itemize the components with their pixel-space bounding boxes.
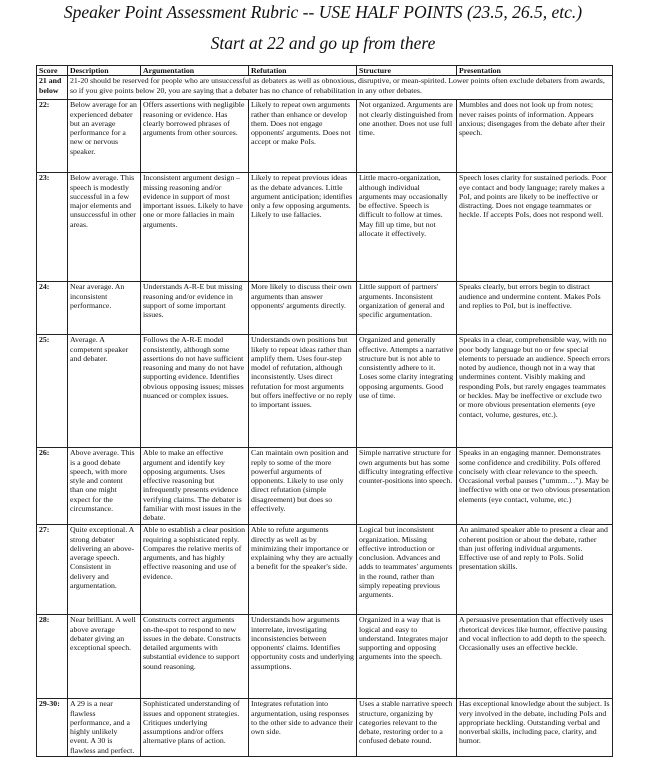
presentation-cell: A persuasive presentation that effectively uses rhetorical devices like humor, effective pausing and vocal inflection to add depth to the speech. Occasionally uses an effective heckle. [457,615,613,699]
structure-cell: Uses a stable narrative speech structure, organizing by categories relevant to the debate, restoring order to a confused debate round. [357,699,457,757]
structure-cell: Organized and generally effective. Attempts a narrative structure but is not able to consistently adhere to it. Loses some clarity integrating opposing arguments. Good use of time. [357,335,457,448]
argumentation-cell: Understands A-R-E but missing reasoning and/or evidence in support of some important issues. [141,282,249,335]
table-row [37,335,613,448]
score-cell: 21 and below [37,76,68,100]
page-title: Speaker Point Assessment Rubric -- USE HALF POINTS (23.5, 26.5, etc.) [63,2,583,22]
score-cell: 25: [37,335,68,448]
presentation-cell: Speaks in an engaging manner. Demonstrates some confidence and credibility. PoIs offered concisely with clear relevance to the speech. Occasional verbal pauses ("ummm…"). May be ineffective with one or two obvious presentation elements (eye contact, volume, etc.) [457,448,613,525]
description-cell: Near average. An inconsistent performance. [68,282,141,335]
presentation-cell: Speaks in a clear, comprehensible way, with no poor body language but no or few special elements to persuade an audience. Speech errors noted by audience, though not in a way that undermines content. Visibly making and responding PoIs, but rarely engages teammates or heckles. May be ineffective or exclude two or more obvious presentation elements (eye contact, volume, gestures, etc.). [457,335,613,448]
refutation-cell: Likely to repeat own arguments rather than enhance or develop them. Does not engage opponents' arguments. Does not accept or make PoIs. [249,100,357,173]
structure-cell: Logical but inconsistent organization. Missing effective introduction or conclusion. Advances and adds to teammates' arguments in the round, rather than simply repeating previous arguments. [357,525,457,615]
argumentation-cell: Offers assertions with negligible reasoning or evidence. Has clearly borrowed phrases of arguments from other sources. [141,100,249,173]
presentation-cell: An animated speaker able to present a clear and coherent position or about the debate, rather than just offering individual arguments. Effective use of and reply to PoIs. Solid presentation skills. [457,525,613,615]
score-cell: 26: [37,448,68,525]
column-header-refutation: Refutation [249,66,357,76]
score-cell: 22: [37,100,68,173]
column-header-structure: Structure [357,66,457,76]
presentation-cell: Speaks clearly, but errors begin to distract audience and undermine content. Makes PoIs and replies to PoI, but is ineffective. [457,282,613,335]
rubric-table [36,65,613,757]
structure-cell: Little support of partners' arguments. Inconsistent organization of general and specific argumentation. [357,282,457,335]
description-cell: Near brilliant. A well above average debater giving an exceptional speech. [68,615,141,699]
score-cell: 24: [37,282,68,335]
description-cell: Below average. This speech is modestly successful in a few major elements and unsuccessful in other areas. [68,173,141,282]
presentation-cell: Speech loses clarity for sustained periods. Poor eye contact and body language; rarely makes a PoI, and points are likely to be ineffective or distracting. Does not engage teammates or heckle. If accepts PoIs, does not respond well. [457,173,613,282]
argumentation-cell: Inconsistent argument design – missing reasoning and/or evidence in support of most important issues. Likely to have one or more fallacies in main arguments. [141,173,249,282]
argumentation-cell: Follows the A-R-E model consistently, although some assertions do not have sufficient reasoning and many do not have supporting evidence. Identifies obvious opposing issues; misses nuanced or complex issues. [141,335,249,448]
score-cell: 28: [37,615,68,699]
description-cell: Average. A competent speaker and debater. [68,335,141,448]
structure-cell: Organized in a way that is logical and easy to understand. Integrates major supporting and opposing arguments into the speech. [357,615,457,699]
score-cell: 27: [37,525,68,615]
description-cell: Above average. This is a good debate speech, with more style and content than one might expect for the circumstance. [68,448,141,525]
argumentation-cell: Constructs correct arguments on-the-spot to respond to new issues in the debate. Constructs detailed arguments with substantial evidence to support sound reasoning. [141,615,249,699]
refutation-cell: Integrates refutation into argumentation, using responses to the other side to advance their own side. [249,699,357,757]
presentation-cell: Has exceptional knowledge about the subject. Is very involved in the debate, including PoIs and appropriate heckling. Outstanding verbal and nonverbal skills, including pace, clarity, and humor. [457,699,613,757]
table-row-21 [37,76,613,100]
column-header-score: Score [37,66,68,76]
refutation-cell: Can maintain own position and reply to some of the more powerful arguments of opponents. Likely to use only direct refutation (simple disagreement) but does so effectively. [249,448,357,525]
score-cell: 23: [37,173,68,282]
table-row [37,100,613,173]
column-header-description: Description [68,66,141,76]
header-row [37,66,613,76]
table-row [37,448,613,525]
refutation-cell: Understands how arguments interrelate, investigating inconsistencies between opponents' claims. Identifies opportunity costs and underlying assumptions. [249,615,357,699]
table-row [37,282,613,335]
row-21-note: 21-20 should be reserved for people who are unsuccessful as debaters as well as obnoxious, disruptive, or mean-spirited. Lower points often exclude debaters from awards, so if you give points below 20, you are saying that a debater has no chance of rehabilitation in any other debates. [68,76,613,100]
structure-cell: Simple narrative structure for own arguments but has some difficulty integrating effective counter-positions into speech. [357,448,457,525]
table-row [37,173,613,282]
description-cell: Below average for an experienced debater but an average performance for a new or nervous speaker. [68,100,141,173]
description-cell: A 29 is a near flawless performance, and a highly unlikely event. A 30 is flawless and perfect. [68,699,141,757]
refutation-cell: More likely to discuss their own arguments than answer opponents' arguments directly. [249,282,357,335]
argumentation-cell: Able to make an effective argument and identify key opposing arguments. Uses effective reasoning but infrequently presents evidence verifying claims. The debater is familiar with most issues in the debate. [141,448,249,525]
refutation-cell: Understands own positions but likely to repeat ideas rather than amplify them. Uses four-step model of refutation, although inconsistently. Uses direct refutation for most arguments but offers ineffective or no reply to important issues. [249,335,357,448]
argumentation-cell: Able to establish a clear position requiring a sophisticated reply. Compares the relative merits of arguments, and has highly effective reasoning and use of evidence. [141,525,249,615]
table-row [37,615,613,699]
structure-cell: Little macro-organization, although individual arguments may occasionally be effective. Speech is difficult to follow at times. May fill up time, but not allocate it effectively. [357,173,457,282]
score-cell: 29-30: [37,699,68,757]
refutation-cell: Able to refute arguments directly as well as by minimizing their importance or explaining why they are actually a benefit for the speaker's side. [249,525,357,615]
description-cell: Quite exceptional. A strong debater delivering an above-average speech. Consistent in delivery and argumentation. [68,525,141,615]
structure-cell: Not organized. Arguments are not clearly distinguished from one another. Does not use full time. [357,100,457,173]
column-header-argumentation: Argumentation [141,66,249,76]
argumentation-cell: Sophisticated understanding of issues and opponent strategies. Critiques underlying assumptions and/or offers alternative plans of action. [141,699,249,757]
column-header-presentation: Presentation [457,66,613,76]
refutation-cell: Likely to repeat previous ideas as the debate advances. Little argument anticipation; identifies only a few opposing arguments. Likely to use fallacies. [249,173,357,282]
presentation-cell: Mumbles and does not look up from notes; never raises points of information. Appears anxious; disengages from the debate after their speech. [457,100,613,173]
table-row [37,525,613,615]
table-row [37,699,613,757]
page-subtitle: Start at 22 and go up from there [210,33,436,53]
